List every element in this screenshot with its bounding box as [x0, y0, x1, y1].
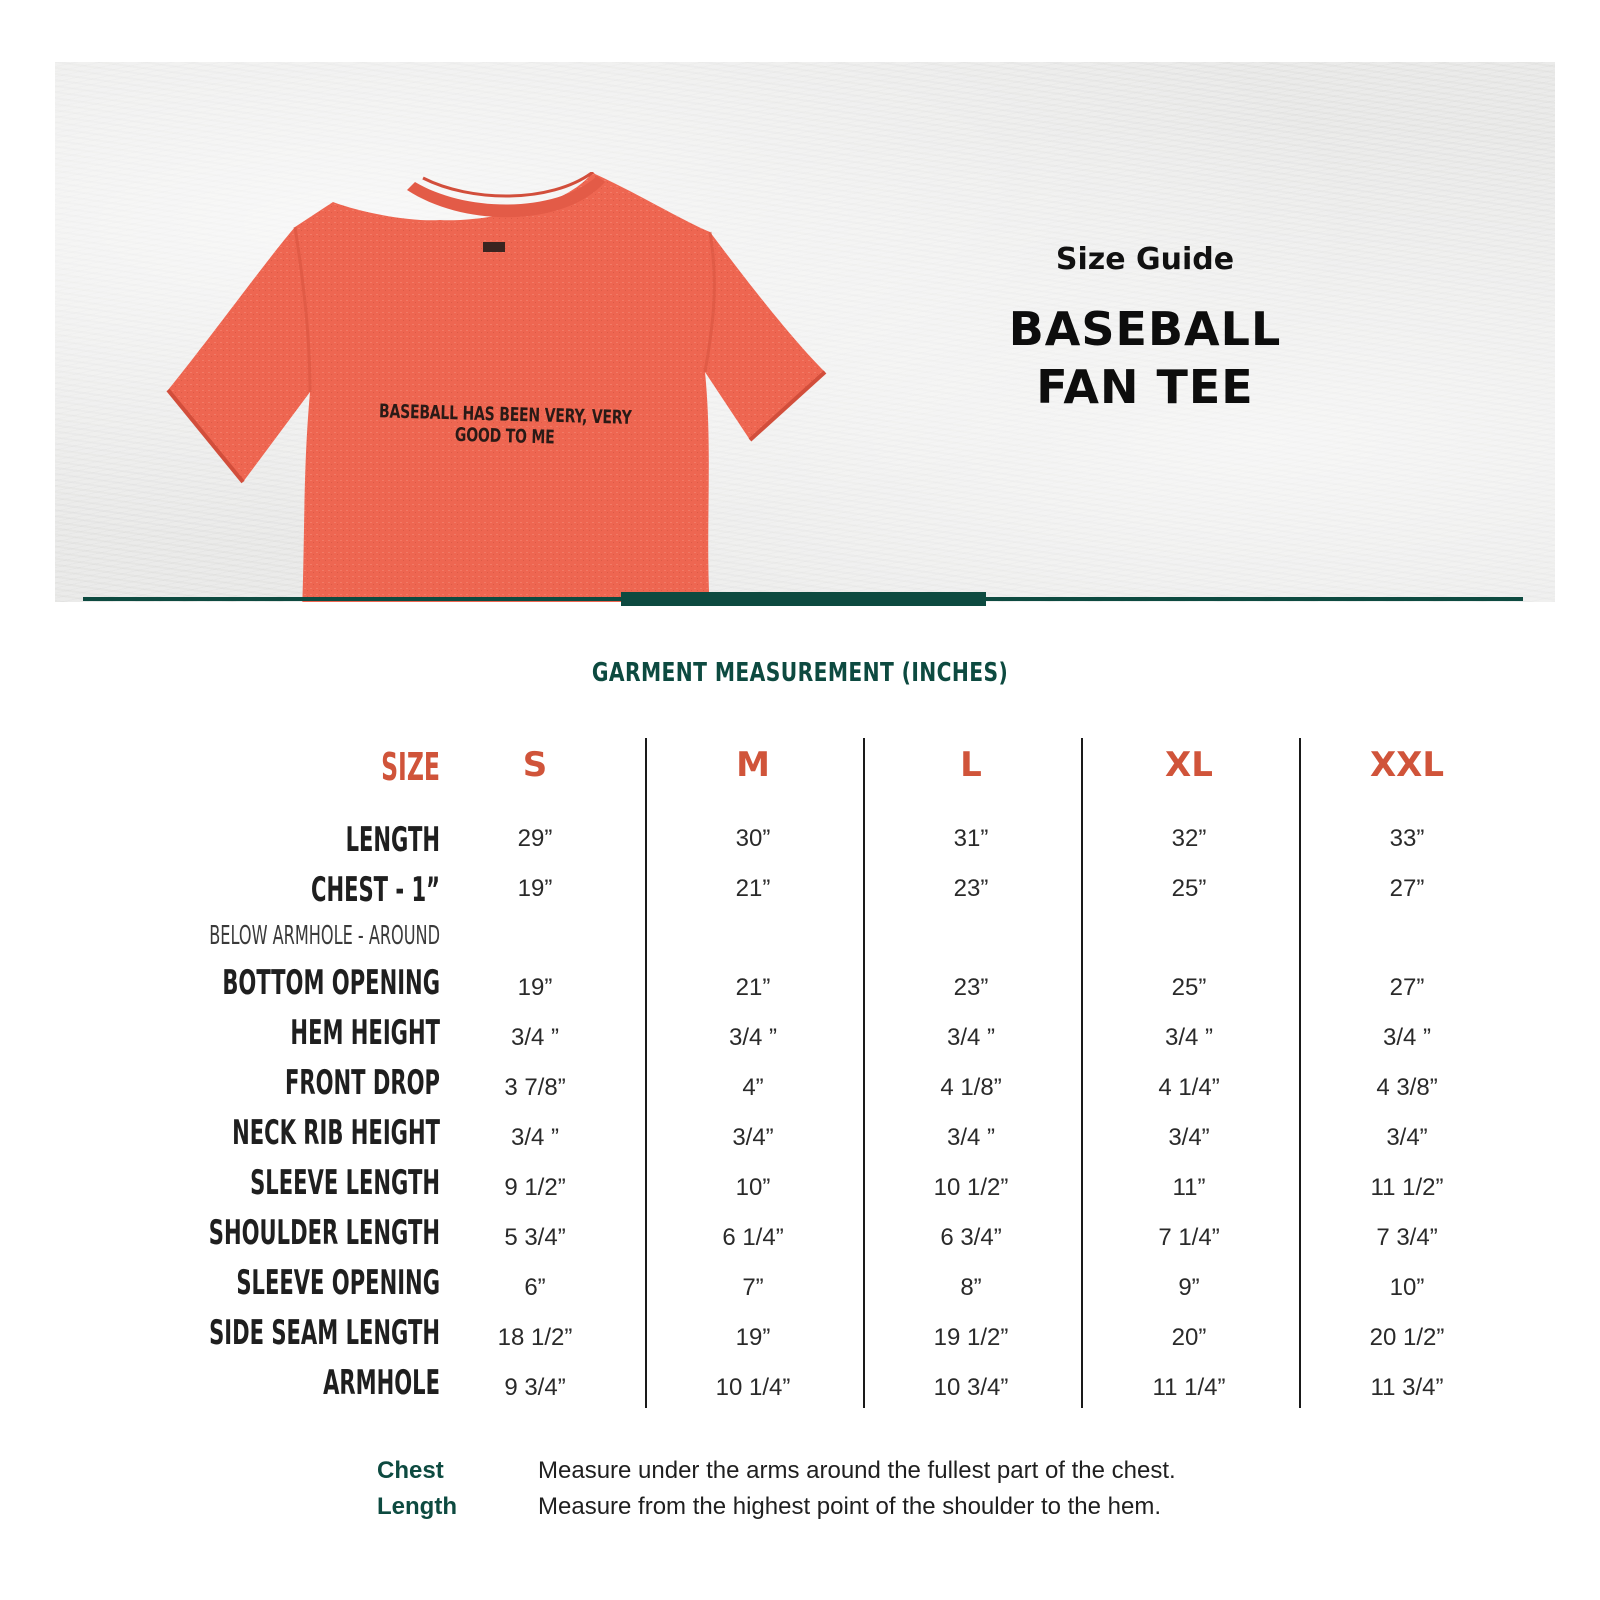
table-cell: 9 3/4”: [504, 1374, 566, 1401]
table-cell: 6 3/4”: [940, 1224, 1002, 1251]
table-cell: 29”: [517, 825, 553, 852]
table-cell: 3/4 ”: [1382, 1024, 1432, 1051]
table-cell: 3 7/8”: [504, 1074, 566, 1101]
product-title: [955, 300, 1335, 416]
table-cell: 33”: [1389, 825, 1425, 852]
table-cell: 27”: [1389, 875, 1425, 902]
row-label-front-drop: FRONT DROP: [284, 1063, 440, 1103]
row-label-sleeve-length: SLEEVE LENGTH: [250, 1163, 440, 1203]
table-cell: 10 1/2”: [933, 1174, 1009, 1201]
row-label-bottom-opening: BOTTOM OPENING: [222, 963, 440, 1003]
table-cell: 3/4 ”: [946, 1124, 996, 1151]
table-cell: 27”: [1389, 974, 1425, 1001]
table-cell: 9 1/2”: [504, 1174, 566, 1201]
note-term-length: Length: [377, 1493, 457, 1520]
table-cell: 8”: [960, 1274, 982, 1301]
table-cell: 20”: [1171, 1324, 1207, 1351]
table-cell: 10 3/4”: [933, 1374, 1009, 1401]
table-cell: 11”: [1172, 1174, 1206, 1201]
table-cell: 3/4 ”: [510, 1124, 560, 1151]
size-guide-subtitle: Size Guide: [1055, 242, 1235, 277]
table-cell: 21”: [735, 875, 771, 902]
table-cell: 18 1/2”: [497, 1324, 573, 1351]
row-label-armhole: ARMHOLE: [323, 1363, 440, 1403]
table-cell: 5 3/4”: [504, 1224, 566, 1251]
column-divider: [1299, 738, 1301, 1408]
row-label-hem-height: HEM HEIGHT: [290, 1013, 440, 1053]
table-cell: 3/4 ”: [1164, 1024, 1214, 1051]
table-cell: 10 1/4”: [715, 1374, 791, 1401]
table-cell: 11 1/4”: [1152, 1374, 1226, 1401]
row-label-chest: CHEST - 1”: [310, 870, 440, 910]
note-desc-chest: Measure under the arms around the fullest part of the chest.: [538, 1457, 1176, 1484]
table-cell: 21”: [735, 974, 771, 1001]
table-cell: 19”: [517, 875, 553, 902]
table-cell: 23”: [953, 875, 989, 902]
table-cell: 11 3/4”: [1370, 1374, 1444, 1401]
table-cell: 4 3/8”: [1376, 1074, 1438, 1101]
column-divider: [863, 738, 865, 1408]
product-title-line2: FAN TEE: [1036, 360, 1254, 414]
note-term-chest: Chest: [377, 1457, 444, 1484]
table-cell: 7 1/4”: [1158, 1224, 1220, 1251]
table-cell: 11 1/2”: [1370, 1174, 1444, 1201]
table-cell: 25”: [1171, 974, 1207, 1001]
size-header-l: L: [960, 745, 982, 785]
table-cell: 31”: [953, 825, 989, 852]
size-header-xxl: XXL: [1369, 745, 1445, 785]
size-header-xl: XL: [1165, 745, 1213, 785]
table-cell: 9”: [1178, 1274, 1200, 1301]
tshirt-print-text: BASEBALL HAS BEEN VERY, VERY GOOD TO ME: [378, 401, 632, 449]
table-cell: 19”: [517, 974, 553, 1001]
table-cell: 3/4 ”: [728, 1024, 778, 1051]
table-cell: 3/4”: [1168, 1124, 1210, 1151]
hero-banner: [55, 62, 1555, 602]
table-cell: 10”: [735, 1174, 771, 1201]
tshirt-icon: [165, 172, 845, 602]
table-cell: 3/4 ”: [946, 1024, 996, 1051]
column-divider: [1081, 738, 1083, 1408]
table-cell: 6”: [524, 1274, 546, 1301]
divider-accent: [621, 592, 986, 606]
row-label-neck-rib-height: NECK RIB HEIGHT: [232, 1113, 440, 1153]
table-cell: 19”: [735, 1324, 771, 1351]
size-header-s: S: [522, 745, 548, 785]
row-label-length: LENGTH: [345, 820, 440, 860]
table-cell: 7”: [742, 1274, 764, 1301]
table-cell: 3/4”: [1386, 1124, 1428, 1151]
size-header-m: M: [736, 745, 770, 785]
table-cell: 10”: [1389, 1274, 1425, 1301]
table-cell: 25”: [1171, 875, 1207, 902]
table-cell: 3/4”: [732, 1124, 774, 1151]
table-cell: 23”: [953, 974, 989, 1001]
product-title-line1: BASEBALL: [1008, 302, 1282, 356]
table-cell: 6 1/4”: [722, 1224, 784, 1251]
table-cell: 32”: [1171, 825, 1207, 852]
row-sublabel-chest: BELOW ARMHOLE - AROUND: [209, 921, 440, 951]
section-title: GARMENT MEASUREMENT (INCHES): [591, 658, 1009, 688]
table-cell: 4 1/4”: [1158, 1074, 1220, 1101]
table-cell: 20 1/2”: [1369, 1324, 1445, 1351]
table-cell: 19 1/2”: [933, 1324, 1009, 1351]
size-column-label: SIZE: [381, 745, 440, 789]
table-cell: 4 1/8”: [940, 1074, 1002, 1101]
table-cell: 30”: [735, 825, 771, 852]
table-cell: 3/4 ”: [510, 1024, 560, 1051]
note-desc-length: Measure from the highest point of the shoulder to the hem.: [538, 1493, 1162, 1520]
table-cell: 7 3/4”: [1376, 1224, 1438, 1251]
row-label-side-seam-length: SIDE SEAM LENGTH: [209, 1313, 440, 1353]
column-divider: [645, 738, 647, 1408]
tshirt-image: [165, 172, 845, 602]
row-label-shoulder-length: SHOULDER LENGTH: [208, 1213, 440, 1253]
table-cell: 4”: [742, 1074, 764, 1101]
row-label-sleeve-opening: SLEEVE OPENING: [236, 1263, 440, 1303]
